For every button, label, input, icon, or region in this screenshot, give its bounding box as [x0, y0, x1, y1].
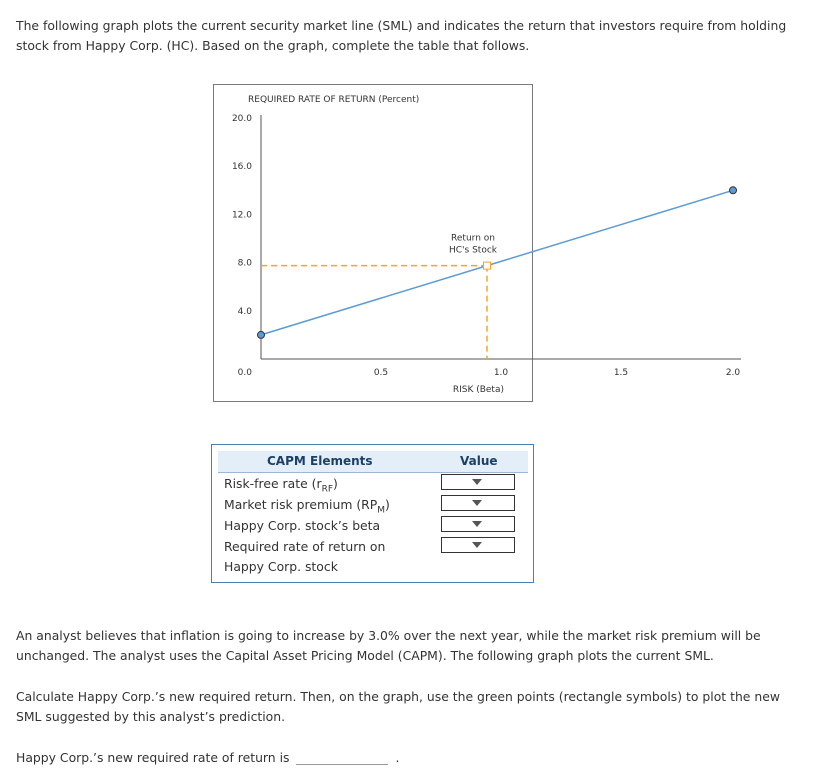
y-tick-label: 12.0 — [231, 210, 252, 221]
capm-table — [211, 444, 534, 583]
analyst-paragraph: An analyst believes that inflation is going to increase by 3.0% over the next year, while the market risk premium will be unchanged. The analyst uses the Capital Asset Pricing Model (CAPM). The following graph plots the current SML. — [16, 628, 761, 663]
sml-end-point[interactable] — [730, 187, 737, 194]
row-label-text: Happy Corp. stock — [224, 559, 338, 574]
x-tick-label: 2.0 — [725, 368, 741, 378]
y-tick-label: 20.0 — [231, 114, 252, 124]
answer-period: . — [395, 750, 400, 765]
risk-free-rate-dropdown[interactable] — [441, 474, 515, 490]
chevron-down-icon — [472, 479, 482, 485]
answer-label: Happy Corp.’s new required rate of return is — [16, 750, 290, 765]
required-return-dropdown[interactable] — [441, 537, 515, 553]
x-axis-title: RISK (Beta) — [452, 385, 504, 395]
sml-chart-svg[interactable] — [214, 85, 741, 403]
row-label-text: Happy Corp. stock’s beta — [224, 518, 381, 533]
row-label-end: ) — [333, 476, 338, 491]
x-tick-label: 1.0 — [493, 368, 509, 378]
sml-line — [261, 190, 733, 335]
y-tick-label: 4.0 — [237, 306, 252, 317]
new-required-return-input[interactable] — [296, 752, 388, 765]
sml-graph[interactable] — [213, 84, 741, 402]
answer-row — [16, 748, 399, 768]
hc-stock-point[interactable] — [484, 262, 491, 269]
chevron-down-icon — [472, 542, 482, 548]
x-tick-label: 1.5 — [613, 368, 629, 378]
stock-beta-dropdown[interactable] — [441, 516, 515, 532]
y-tick-label: 0.0 — [237, 368, 252, 378]
capm-table-header — [218, 451, 528, 473]
row-label-subscript: RF — [321, 484, 333, 495]
intro-paragraph: The following graph plots the current security market line (SML) and indicates the return that investors require from holding stock from Happy Corp. (HC). Based on the graph, complete the table that follows. — [16, 18, 787, 53]
chevron-down-icon — [472, 500, 482, 506]
sml-start-point[interactable] — [258, 331, 265, 338]
x-tick-label: 0.5 — [373, 368, 389, 378]
y-axis-title: REQUIRED RATE OF RETURN (Percent) — [248, 95, 420, 105]
row-label-subscript: M — [377, 505, 386, 516]
capm-elements-header: CAPM Elements — [267, 454, 373, 468]
chevron-down-icon — [472, 521, 482, 527]
row-label-text: Required rate of return on — [224, 539, 386, 554]
row-label-text: Risk-free rate (r — [224, 476, 322, 491]
row-stock-beta — [224, 516, 380, 537]
market-risk-premium-dropdown[interactable] — [441, 495, 515, 511]
y-tick-label: 8.0 — [237, 258, 252, 269]
y-tick-label: 16.0 — [231, 162, 252, 173]
row-required-return-line2 — [224, 557, 338, 578]
row-label-text: Market risk premium (RP — [224, 497, 378, 512]
row-required-return-line1 — [224, 537, 385, 558]
hc-annotation-line1: Return on — [451, 233, 495, 244]
instruction-paragraph: Calculate Happy Corp.’s new required return. Then, on the graph, use the green points (rectangle symbols) to plot the new SML suggested by this analyst’s prediction. — [16, 689, 780, 724]
row-label-end: ) — [385, 497, 390, 512]
hc-annotation-line2: HC's Stock — [449, 245, 497, 256]
value-header: Value — [460, 454, 498, 468]
